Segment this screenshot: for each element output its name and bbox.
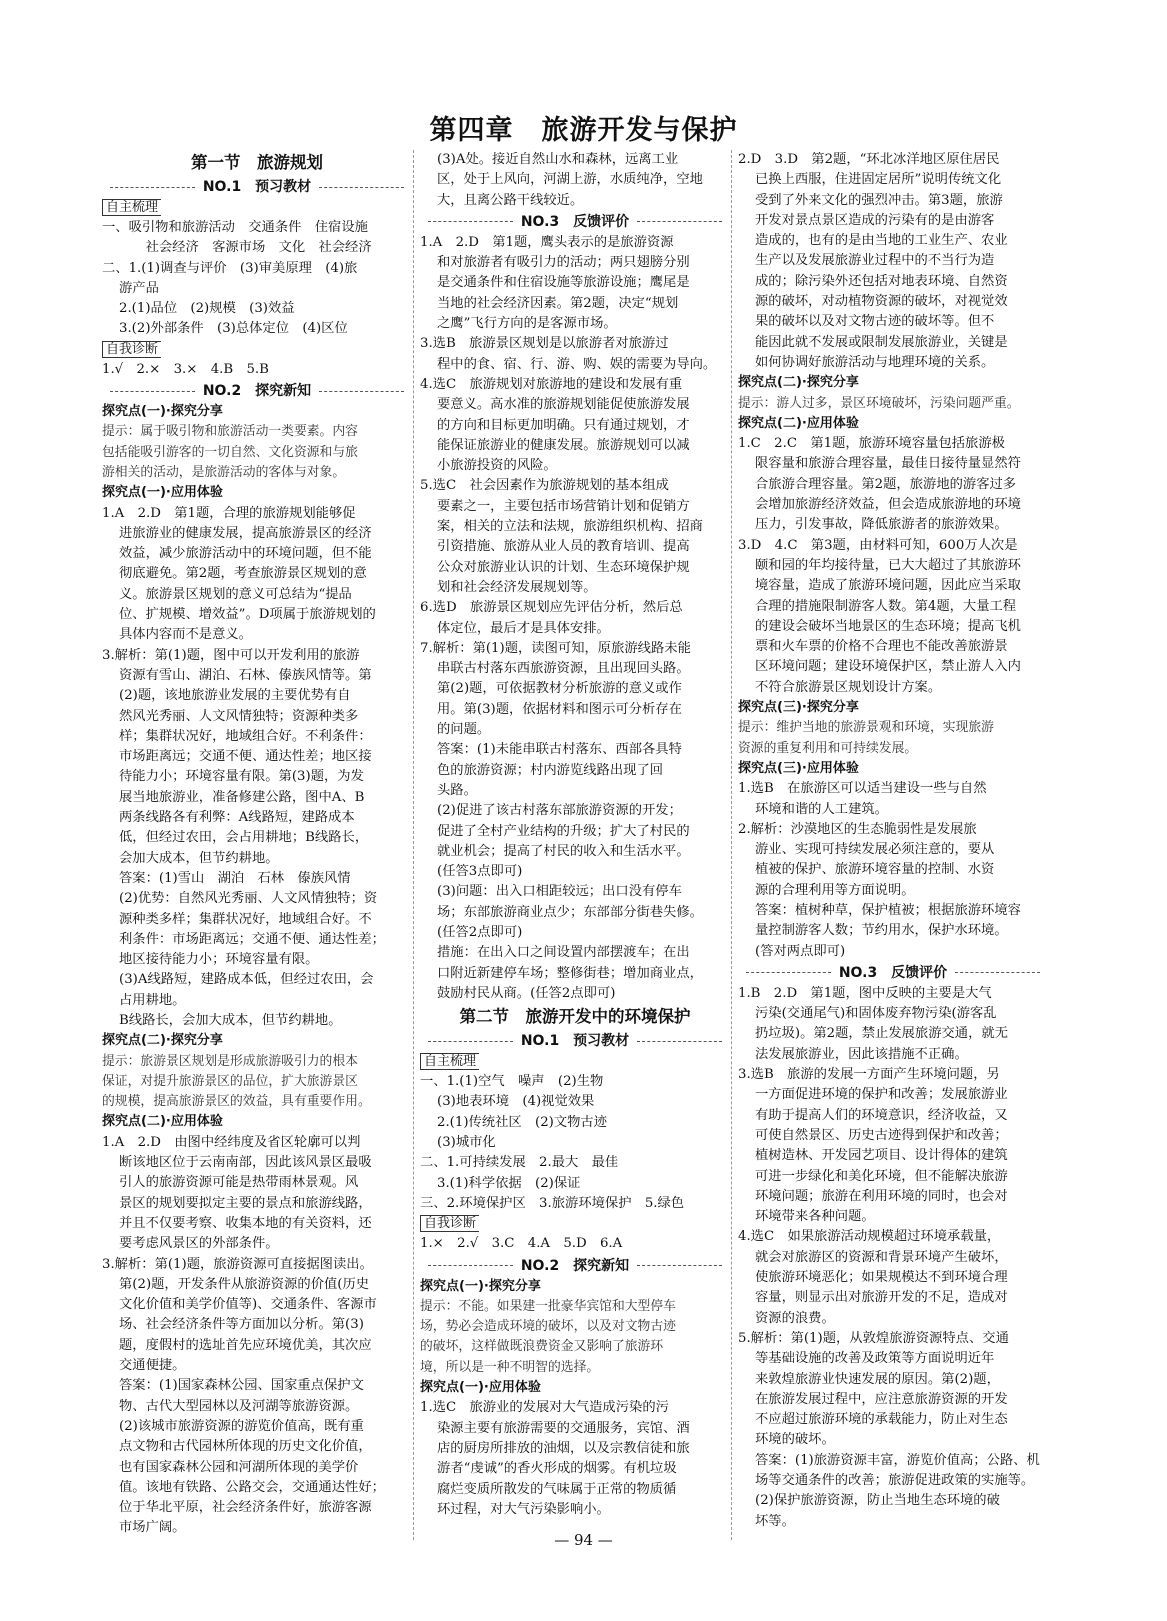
hint-text: 资源的重复利用和可持续发展。 [738, 740, 918, 756]
text-line: 案，相关的立法和法规，旅游组织机构、招商 [437, 519, 703, 535]
bracket-label: 自主梳理 [102, 198, 412, 218]
text-line: 的建设会破坏当地景区的生态环境；提高飞机 [755, 618, 1021, 634]
text-line: 成的；除污染外还包括对地表环境、自然资 [755, 273, 1008, 289]
chapter-title: 第四章 旅游开发与保护 [429, 115, 738, 146]
text-line: (3)地表环境 (4)视觉效果 [437, 1094, 595, 1110]
text-line: 利条件：市场距离远；交通不便、通达性差； [119, 931, 385, 947]
text-line: 环境和谐的人工建筑。 [755, 801, 888, 817]
text-line: 三、2.环境保护区 3.旅游环境保护 5.绿色 [420, 1195, 685, 1211]
text-line: 样；集群状况好，地域组合好。不利条件： [119, 728, 372, 744]
hint-text: 提示：不能。如果建一批豪华宾馆和大型停车 [420, 1298, 676, 1314]
hint-text: 的规模，提高旅游景区的效益，具有重要作用。 [102, 1094, 371, 1110]
text-line: 展当地旅游业，准备修建公路，图中A、B [119, 789, 365, 805]
text-line: 和对旅游者有吸引力的活动；两只翅膀分别 [437, 255, 690, 271]
text-line: 1.A 2.D 第1题，鹰头表示的是旅游资源 [420, 234, 674, 250]
text-line: 在旅游发展过程中，应注意旅游资源的开发 [755, 1391, 1008, 1407]
text-line: 1.A 2.D 第1题，合理的旅游规划能够促 [102, 505, 356, 521]
text-line: 会增加旅游经济效益，但会造成旅游地的环境 [755, 497, 1021, 513]
text-line: 鼓励村民从商。(任答2点即可) [437, 985, 616, 1001]
text-line: 物、古代大型园林以及河湖等旅游资源。 [119, 1398, 359, 1414]
column-divider [731, 150, 732, 1540]
subsection-heading: NO.2 探究新知 [420, 1255, 730, 1277]
text-line: 交通便捷。 [119, 1358, 186, 1374]
text-line: 也有国家森林公园和河湖所体现的美学价 [119, 1459, 359, 1475]
text-line: 3.解析：第(1)题，图中可以开发利用的旅游 [102, 647, 360, 663]
text-line: 5.选C 社会因素作为旅游规划的基本组成 [420, 478, 669, 494]
text-line: 二、1.可持续发展 2.最大 最佳 [420, 1155, 619, 1171]
text-line: 答案：(1)未能串联古村落东、西部各具特 [437, 742, 682, 758]
text-line: 效益，减少旅游活动中的环境问题，但不能 [119, 546, 372, 562]
text-line: B线路长，会加大成本，但节约耕地。 [119, 1012, 342, 1028]
text-line: 位、扩规模、增效益”。D项属于旅游规划的 [119, 607, 376, 623]
text-line: (任答3点即可) [437, 864, 523, 880]
text-line: 引人的旅游资源可能是热带雨林景观。风 [119, 1175, 359, 1191]
explore-heading: 探究点(二)·探究分享 [738, 375, 859, 391]
text-line: 能因此就不发展或限制发展旅游业，关键是 [755, 334, 1008, 350]
hint-text: 的破坏，这样做既浪费资金又影响了旅游环 [420, 1339, 664, 1355]
text-line: 串联古村落东西旅游资源，且出现回头路。 [437, 661, 690, 677]
text-line: 义。旅游景区规划的意义可总结为“提品 [119, 586, 352, 602]
text-line: 一、1.(1)空气 噪声 (2)生物 [420, 1074, 604, 1090]
subsection-heading: NO.1 预习教材 [420, 1030, 730, 1052]
text-line: 染源主要有旅游需要的交通服务，宾馆、酒 [437, 1420, 690, 1436]
text-line: 占用耕地。 [119, 992, 186, 1008]
text-line: 第(2)题，开发条件从旅游资源的价值(历史 [119, 1276, 370, 1292]
hint-text: 境，所以是一种不明智的选择。 [420, 1359, 600, 1375]
text-line: 1.C 2.C 第1题，旅游环境容量包括旅游极 [738, 436, 1005, 452]
text-line: 合理的措施限制游客人数。第4题，大量工程 [755, 598, 1017, 614]
text-line: 已换上西服，住进固定居所”说明传统文化 [755, 172, 1002, 188]
text-line: 能保证旅游业的健康发展。旅游规划可以减 [437, 437, 690, 453]
text-line: 7.解析：第(1)题，读图可知，原旅游线路未能 [420, 640, 691, 656]
text-line: 景区的规划要拟定主要的景点和旅游线路， [119, 1195, 372, 1211]
text-line: 不符合旅游景区规划设计方案。 [755, 679, 942, 695]
text-line: 是交通条件和住宿设施等旅游设施；鹰尾是 [437, 275, 690, 291]
text-line: 1.B 2.D 第1题，图中反映的主要是大气 [738, 985, 992, 1001]
text-line: 会加大成本，但节约耕地。 [119, 850, 279, 866]
text-line: 3.解析：第(1)题，旅游资源可直接据图读出。 [102, 1256, 373, 1272]
text-line: (2)促进了该古村落东部旅游资源的开发； [437, 803, 682, 819]
text-line: (3)问题：出入口相距较远；出口没有停车 [437, 884, 682, 900]
text-line: 果的破坏以及对文物古迹的破坏等。但不 [755, 314, 995, 330]
text-line: 的问题。 [437, 722, 491, 738]
text-line: 源的合理利用等方面说明。 [755, 882, 915, 898]
text-line: 区环境问题；建设环境保护区，禁止游人入内 [755, 659, 1021, 675]
text-line: 3.D 4.C 第3题，由材料可知，600万人次是 [738, 537, 1018, 553]
text-line: 资源有雪山、湖泊、石林、傣族风情等。第 [119, 667, 372, 683]
text-line: 断该地区位于云南南部，因此该风景区最吸 [119, 1155, 372, 1171]
text-line: 然风光秀丽、人文风情独特；资源种类多 [119, 708, 359, 724]
column-divider [413, 150, 414, 1540]
text-line: 公众对旅游业认识的计划、生态环境保护规 [437, 559, 690, 575]
text-line: 大，且离公路干线较近。 [437, 192, 584, 208]
text-line: 生产以及发展旅游业过程中的不当行为造 [755, 253, 995, 269]
column-left [102, 150, 412, 1539]
text-line: 3.选B 旅游的发展一方面产生环境问题，另 [738, 1067, 1000, 1083]
text-line: 6.选D 旅游景区规划应先评估分析，然后总 [420, 600, 683, 616]
text-line: 2.(1)传统社区 (2)文物古迹 [437, 1114, 608, 1130]
text-line: (3)A线路短，建路成本低，但经过农田，会 [119, 972, 374, 988]
subsection-heading: NO.1 预习教材 [102, 176, 412, 198]
explore-heading: 探究点(一)·应用体验 [420, 1380, 541, 1396]
text-line: 合旅游合理容量。第2题，旅游地的游客过多 [755, 476, 1017, 492]
text-line: (任答2点即可) [437, 924, 523, 940]
text-line: 污染(交通尾气)和固体废弃物污染(游客乱 [755, 1006, 997, 1022]
text-line: 措施：在出入口之间设置内部摆渡车；在出 [437, 945, 690, 961]
text-line: 3.选B 旅游景区规划是以旅游者对旅游过 [420, 336, 669, 352]
explore-heading: 探究点(三)·探究分享 [738, 700, 859, 716]
text-line: 点文物和古代园林所体现的历史文化价值， [119, 1439, 372, 1455]
explore-heading: 探究点(一)·探究分享 [420, 1278, 541, 1294]
text-line: (3)A处。接近自然山水和森林，远离工业 [437, 152, 679, 167]
text-line: 境容量，造成了旅游环境问题，因此应当采取 [755, 578, 1021, 594]
text-line: 植树造林、开发园艺项目、设计得体的建筑 [755, 1148, 1008, 1164]
text-line: 容量，则显示出对旅游开发的不足，造成对 [755, 1290, 1008, 1306]
text-line: 要素之一，主要包括市场营销计划和促销方 [437, 498, 690, 514]
text-line: 坏等。 [755, 1513, 795, 1529]
text-line: 进旅游业的健康发展，提高旅游景区的经济 [119, 525, 372, 541]
text-line: 来敦煌旅游业快速发展的原因。第(2)题， [755, 1371, 1000, 1387]
text-line: (2)题，该地旅游业发展的主要优势有自 [119, 688, 351, 704]
text-line: 要意义。高水准的旅游规划能促使旅游发展 [437, 397, 690, 413]
text-line: 就业机会；提高了村民的收入和生活水平。 [437, 843, 690, 859]
text-line: 区，处于上风向，河湖上游，水质纯净，空地 [437, 172, 703, 188]
text-line: 游产品 [119, 280, 159, 296]
text-line: 市场广阔。 [119, 1520, 186, 1536]
explore-heading: 探究点(一)·应用体验 [102, 485, 223, 501]
text-line: 源种类多样；集群状况好，地域组合好。不 [119, 911, 372, 927]
text-line: 就会对旅游区的资源和背景环境产生破坏， [755, 1249, 1008, 1265]
text-line: 场等交通条件的改善；旅游促进政策的实施等。 [755, 1473, 1035, 1488]
text-line: 使旅游环境恶化；如果规模达不到环境合理 [755, 1270, 1008, 1286]
text-line: 答案：(1)国家森林公园、国家重点保护文 [119, 1378, 364, 1394]
text-line: 票和火车票的价格不合理也不能改善旅游景 [755, 639, 1008, 655]
text-line: 2.解析：沙漠地区的生态脆弱性是发展旅 [738, 821, 977, 837]
subsection-heading: NO.2 探究新知 [102, 380, 412, 402]
text-line: 5.解析：第(1)题，从敦煌旅游资源特点、交通 [738, 1330, 1009, 1346]
text-line: 开发对景点景区造成的污染有的是由游客 [755, 212, 995, 228]
text-line: 要考虑风景区的外部条件。 [119, 1236, 279, 1252]
text-line: 环境问题；旅游在利用环境的同时，也会对 [755, 1188, 1008, 1204]
text-line: 一、吸引物和旅游活动 交通条件 住宿设施 [102, 220, 368, 235]
column-right [738, 150, 1048, 1532]
explore-heading: 探究点(二)·应用体验 [738, 415, 859, 431]
explore-heading: 探究点(二)·探究分享 [102, 1033, 223, 1049]
text-line: 第(2)题，可依据教材分析旅游的意义或作 [437, 681, 682, 697]
text-line: 答案：(1)雪山 湖泊 石林 傣族风情 [119, 870, 351, 886]
text-line: 低，但经过农田，会占用耕地；B线路长， [119, 830, 369, 846]
text-line: 1.A 2.D 由图中经纬度及省区轮廓可以判 [102, 1134, 361, 1150]
subsection-heading: NO.3 反馈评价 [738, 962, 1048, 984]
text-line: 限容量和旅游合理容量，最佳日接待量显然符 [755, 456, 1021, 472]
text-line: 店的厨房所排放的油烟，以及宗教信徒和旅 [437, 1440, 690, 1456]
text-line: 2.(1)品位 (2)规模 (3)效益 [119, 301, 295, 317]
text-line: 受到了外来文化的强烈冲击。第3题，旅游 [755, 192, 1003, 208]
text-line: 4.选C 如果旅游活动规模超过环境承载量， [738, 1229, 1001, 1245]
text-line: (3)城市化 [437, 1135, 496, 1151]
text-line: 资源的浪费。 [755, 1310, 835, 1326]
text-line: 地区接待能力小；环境容量有限。 [119, 952, 319, 968]
text-line: 造成的，也有的是由当地的工业生产、农业 [755, 233, 1008, 249]
text-line: 两条线路各有利弊：A线路短，建路成本 [119, 810, 355, 826]
hint-text: 场，势必会造成环境的破坏，以及对文物古迹 [420, 1319, 676, 1335]
page-number: — 94 — [554, 1531, 613, 1549]
text-line: 1.× 2.√ 3.C 4.A 5.D 6.A [420, 1236, 623, 1252]
text-line: 环境的破坏。 [755, 1432, 835, 1448]
column-middle [420, 150, 730, 1520]
text-line: 位于华北平原，社会经济条件好，旅游客源 [119, 1500, 372, 1516]
text-line: 可进一步绿化和美化环境，但不能解决旅游 [755, 1168, 1008, 1184]
text-line: 3.(2)外部条件 (3)总体定位 (4)区位 [119, 321, 348, 337]
text-line: 1.选C 旅游业的发展对大气造成污染的污 [420, 1400, 669, 1416]
section-title: 第二节 旅游开发中的环境保护 [459, 1007, 691, 1027]
text-line: 场、社会经济条件等方面加以分析。第(3) [119, 1317, 364, 1333]
text-line: (2)该城市旅游资源的游览价值高，既有重 [119, 1418, 364, 1434]
hint-text: 提示：旅游景区规划是形成旅游吸引力的根本 [102, 1053, 358, 1069]
text-line: 源的破坏，对动植物资源的破坏，对视觉效 [755, 294, 1008, 310]
explore-heading: 探究点(二)·应用体验 [102, 1114, 223, 1130]
bracket-label: 自主梳理 [420, 1052, 730, 1072]
text-line: 值。该地有铁路、公路交会，交通通达性好； [119, 1479, 385, 1495]
text-line: 压力，引发事故，降低旅游者的旅游效果。 [755, 517, 1008, 533]
text-line: 具体内容而不是意义。 [119, 627, 252, 643]
bracket-label: 自我诊断 [420, 1214, 730, 1234]
hint-text: 提示：属于吸引物和旅游活动一类要素。内容 [102, 424, 358, 440]
text-line: 社会经济 客源市场 文化 社会经济 [119, 240, 372, 256]
text-line: 等基础设施的改善及政策等方面说明近年 [755, 1351, 995, 1367]
hint-text: 包括能吸引游客的一切自然、文化资源和与旅 [102, 444, 358, 460]
text-line: 答案：(1)旅游资源丰富，游览价值高；公路、机 [755, 1452, 1040, 1468]
text-line: 促进了全村产业结构的升级；扩大了村民的 [437, 823, 690, 839]
text-line: 有助于提高人们的环境意识，经济收益，又 [755, 1107, 1008, 1123]
text-line: 3.(1)科学依据 (2)保证 [437, 1175, 581, 1191]
text-line: 用。第(3)题，依据材料和图示可分析存在 [437, 701, 682, 717]
text-line: 腐烂变质所散发的气味属于正常的物质循 [437, 1481, 677, 1497]
text-line: 色的旅游资源；村内游览线路出现了回 [437, 762, 664, 778]
text-line: 的方向和目标更加明确。只有通过规划，才 [437, 417, 690, 433]
text-line: 可使自然景区、历史古迹得到保护和改善； [755, 1127, 1008, 1143]
text-line: 如何协调好旅游活动与地理环境的关系。 [755, 354, 995, 370]
text-line: 划和社会经济发展规划等。 [437, 579, 597, 595]
text-line: 引资措施、旅游从业人员的教育培训、提高 [437, 539, 690, 555]
text-line: 答案：植树种草，保护植被；根据旅游环境容 [755, 902, 1021, 918]
text-line: 颐和园的年均接待量，已大大超过了其旅游环 [755, 557, 1021, 573]
text-line: 市场距离远；交通不便、通达性差；地区接 [119, 749, 372, 765]
text-line: 程中的食、宿、行、游、购、娱的需要为导向。 [437, 356, 717, 372]
bracket-label: 自我诊断 [102, 340, 412, 360]
text-line: 待能力小；环境容量有限。第(3)题，为发 [119, 769, 364, 785]
text-line: 环过程，对大气污染影响小。 [437, 1501, 610, 1517]
text-line: 当地的社会经济因素。第2题，决定“规划 [437, 295, 679, 311]
text-line: (答对两点即可) [755, 943, 846, 959]
text-line: 环境带来各种问题。 [755, 1209, 875, 1225]
text-line: 1.√ 2.× 3.× 4.B 5.B [102, 361, 269, 377]
text-line: 不应超过旅游环境的承载能力，防止对生态 [755, 1412, 1008, 1428]
text-line: 游者“虔诚”的香火形成的烟雾。有机垃圾 [437, 1461, 677, 1477]
text-line: 量控制游客人数；节约用水，保护水环境。 [755, 923, 1008, 939]
text-line: 小旅游投资的风险。 [437, 458, 557, 474]
text-line: 彻底避免。第2题，考查旅游景区规划的意 [119, 566, 367, 582]
text-line: 并且不仅要考察、收集本地的有关资料，还 [119, 1215, 372, 1231]
text-line: 体定位，最后才是具体安排。 [437, 620, 610, 636]
text-line: 4.选C 旅游规划对旅游地的建设和发展有重 [420, 376, 683, 392]
text-line: 之鹰”飞行方向的是客源市场。 [437, 316, 617, 332]
text-line: 1.选B 在旅游区可以适当建设一些与自然 [738, 781, 987, 797]
subsection-heading: NO.3 反馈评价 [420, 211, 730, 233]
text-line: 头路。 [437, 782, 477, 798]
text-line: 2.D 3.D 第2题，“环北冰洋地区原住居民 [738, 152, 1000, 167]
text-line: 文化价值和美学价值等)、交通条件、客源市 [119, 1297, 377, 1313]
hint-text: 游相关的活动，是旅游活动的客体与对象。 [102, 464, 346, 480]
hint-text: 提示：游人过多，景区环境破坏，污染问题严重。 [738, 395, 1020, 411]
text-line: (2)保护旅游资源，防止当地生态环境的破 [755, 1493, 1000, 1509]
explore-heading: 探究点(一)·探究分享 [102, 404, 223, 420]
text-line: 口附近新建停车场；整修街巷；增加商业点， [437, 965, 703, 981]
hint-text: 保证，对提升旅游景区的品位，扩大旅游景区 [102, 1073, 358, 1089]
text-line: 扔垃圾)。第2题，禁止发展旅游交通，就无 [755, 1026, 1008, 1042]
text-line: 游业、实现可持续发展必须注意的，要从 [755, 842, 995, 858]
section-title: 第一节 旅游规划 [191, 153, 323, 172]
text-line: 题，度假村的选址首先应环境优美，其次应 [119, 1337, 372, 1353]
text-line: 场；东部旅游商业点少；东部部分街巷失修。 [437, 904, 703, 920]
text-line: (2)优势：自然风光秀丽、人文风情独特；资 [119, 891, 378, 907]
explore-heading: 探究点(三)·应用体验 [738, 760, 859, 776]
text-line: 一方面促进环境的保护和改善；发展旅游业 [755, 1087, 1008, 1103]
text-line: 法发展旅游业，因此该措施不正确。 [755, 1046, 968, 1062]
text-line: 二、1.(1)调查与评价 (3)审美原理 (4)旅 [102, 260, 358, 276]
text-line: 植被的保护、旅游环境容量的控制、水资 [755, 862, 995, 878]
hint-text: 提示：维护当地的旅游景观和环境，实现旅游 [738, 720, 994, 736]
